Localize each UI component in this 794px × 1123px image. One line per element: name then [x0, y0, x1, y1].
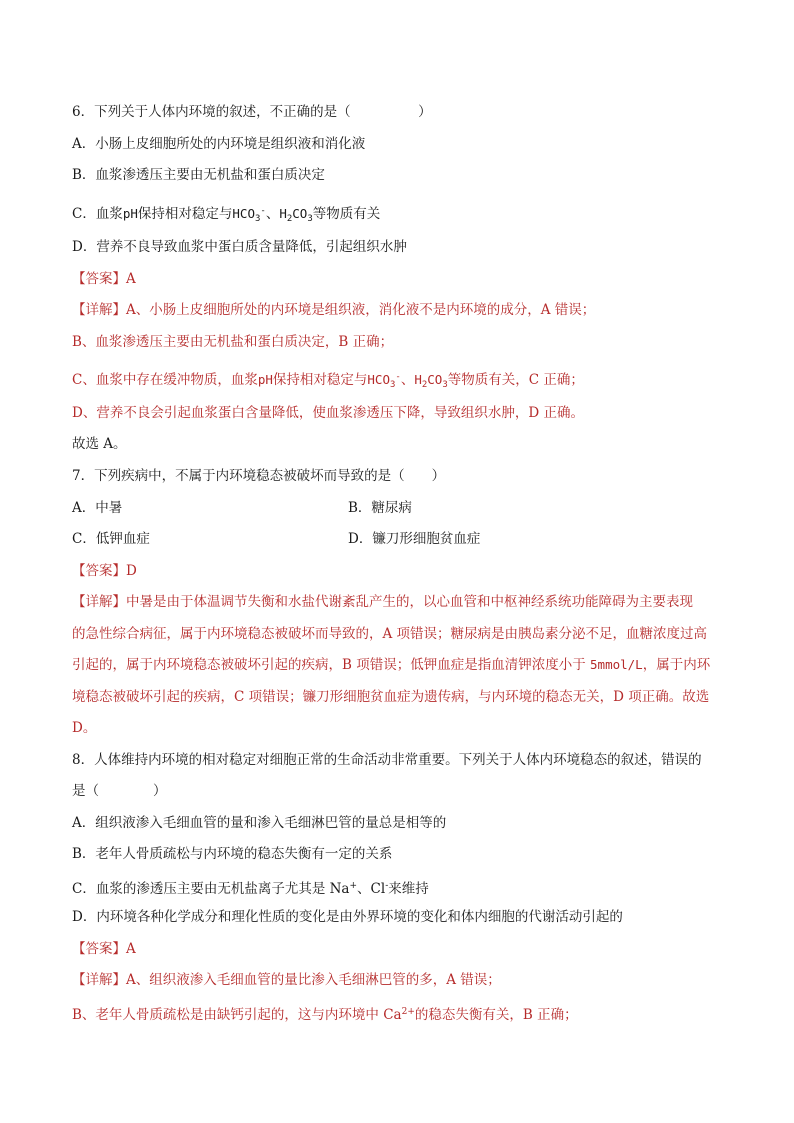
detail-tag: 【详解】: [72, 594, 126, 610]
answer-value: A: [126, 941, 136, 957]
det3-mid: 保持相对稳定与: [272, 372, 368, 388]
det3-pre: C、血浆中存在缓冲物质，血浆: [72, 372, 258, 388]
detail-tag: 【详解】: [72, 302, 126, 318]
q6-c-ph: pH: [122, 206, 138, 221]
det3-sep: 、: [400, 372, 415, 388]
q6-selection: 故选 A。: [72, 436, 127, 452]
q7-detail-line-5: D。: [72, 720, 97, 736]
det2-pre: B、老年人骨质疏松是由缺钙引起的，这与内环境中 Ca: [72, 1007, 402, 1023]
na-sup: +: [349, 881, 358, 891]
q8-option-b: B．老年人骨质疏松与内环境的稳态失衡有一定的关系: [72, 846, 393, 862]
h2co3-h: H: [279, 206, 287, 221]
answer-value: A: [126, 271, 136, 287]
hco-sup: -: [395, 372, 401, 382]
c-pre: C．血浆的渗透压主要由无机盐离子尤其是 Na: [72, 881, 350, 897]
h2co3-co: CO: [427, 372, 443, 387]
ca-sup: 2+: [401, 1007, 415, 1017]
q6-option-a: A．小肠上皮细胞所处的内环境是组织液和消化液: [72, 136, 366, 152]
detail-text: A、小肠上皮细胞所处的内环境是组织液，消化液不是内环境的成分，A 错误；: [126, 302, 596, 318]
detail-tag: 【详解】: [72, 972, 126, 988]
q6-detail-4: D、营养不良会引起血浆蛋白含量降低，使血浆渗透压下降，导致组织水肿，D 正确。: [72, 405, 584, 421]
h2co3-sub1: 2: [286, 214, 293, 224]
q6-c-post: 等物质有关: [312, 206, 381, 222]
q6-detail-2: B、血浆渗透压主要由无机盐和蛋白质决定，B 正确；: [72, 334, 394, 350]
q6-c-mid: 保持相对稳定与: [137, 206, 233, 222]
hco-text: HCO: [367, 372, 390, 387]
det3-hco3: [367, 372, 401, 390]
q6-option-d: D．营养不良导致血浆中蛋白质含量降低，引起组织水肿: [72, 239, 407, 255]
det3-ph: pH: [257, 372, 273, 387]
c-mid: 、Cl: [357, 881, 386, 897]
q8-option-c: [72, 876, 429, 899]
det-l3-post: ，属于内环: [642, 657, 711, 673]
q7-stem: 7．下列疾病中，不属于内环境稳态被破坏而导致的是（ ）: [72, 468, 446, 484]
q8-option-d: D．内环境各种化学成分和理化性质的变化是由外界环境的变化和体内细胞的代谢活动引起的: [72, 909, 623, 925]
det3-post: 等物质有关，C 正确；: [447, 372, 584, 388]
det-l3-pre: 引起的，属于内环境稳态被破坏引起的疾病，B 项错误；低钾血症是指血清钾浓度小于: [72, 657, 591, 673]
answer-tag: 【答案】: [72, 271, 126, 287]
h2co3-sub2: 3: [442, 380, 448, 390]
det3-h2co3: [414, 372, 448, 390]
q7-option-c: C．低钾血症: [72, 531, 150, 547]
answer-tag: 【答案】: [72, 941, 126, 957]
answer-value: D: [126, 563, 137, 579]
q7-detail-line-1: [72, 592, 693, 612]
detail-text: 中暑是由于体温调节失衡和水盐代谢紊乱产生的，以心血管和中枢神经系统功能障碍为主要表现: [126, 594, 693, 610]
q8-option-a: A．组织液渗入毛细血管的量和渗入毛细淋巴管的量总是相等的: [72, 815, 447, 831]
q7-detail-line-3: [72, 655, 710, 675]
c-post: 来维持: [388, 881, 429, 897]
q8-stem-line-1: 8．人体维持内环境的相对稳定对细胞正常的生命活动非常重要。下列关于人体内环境稳态的叙述，错误的: [72, 752, 702, 768]
q8-detail-2: [72, 1002, 578, 1025]
h2co3-sub2: 3: [307, 214, 313, 224]
q6-c-h2co3: [279, 206, 313, 224]
cl-sup: -: [385, 881, 389, 891]
hco-text: HCO: [232, 206, 255, 221]
hco-sub: 3: [254, 214, 261, 224]
q6-option-c: [72, 201, 380, 229]
q6-c-pre: C．血浆: [72, 206, 123, 222]
q6-option-b: B．血浆渗透压主要由无机盐和蛋白质决定: [72, 167, 325, 183]
h2co3-sub1: 2: [421, 380, 428, 390]
q7-option-a: A．中暑: [72, 500, 123, 516]
q7-option-b: B．糖尿病: [348, 500, 412, 516]
q6-detail-1: [72, 300, 595, 320]
hco-sub: 3: [389, 380, 396, 390]
h2co3-h: H: [414, 372, 422, 387]
det2-post: 的稳态失衡有关，B 正确；: [414, 1007, 578, 1023]
q6-detail-3: [72, 367, 584, 395]
q8-stem-line-2: 是（ ）: [72, 783, 167, 799]
q6-c-hco3: [232, 206, 266, 224]
h2co3-co: CO: [292, 206, 308, 221]
q6-stem: 6．下列关于人体内环境的叙述，不正确的是（ ）: [72, 104, 432, 120]
q8-answer: [72, 939, 136, 959]
hco-sup: -: [260, 206, 266, 216]
q7-option-d: D．镰刀形细胞贫血症: [348, 531, 481, 547]
q7-detail-line-4: 境稳态被破坏引起的疾病，C 项错误；镰刀形细胞贫血症为遗传病，与内环境的稳态无关，D 项正确。故选: [72, 689, 710, 705]
q7-answer: [72, 561, 137, 581]
q8-detail-1: [72, 970, 501, 990]
q6-answer: [72, 269, 136, 289]
q7-detail-line-2: 的急性综合病征，属于内环境稳态被破坏而导致的，A 项错误；糖尿病是由胰岛素分泌不足，血糖浓度过高: [72, 626, 708, 642]
det-l3-value: 5mmol/L: [590, 657, 643, 672]
q6-c-sep: 、: [265, 206, 280, 222]
answer-tag: 【答案】: [72, 563, 126, 579]
detail-text: A、组织液渗入毛细血管的量比渗入毛细淋巴管的多，A 错误；: [126, 972, 501, 988]
